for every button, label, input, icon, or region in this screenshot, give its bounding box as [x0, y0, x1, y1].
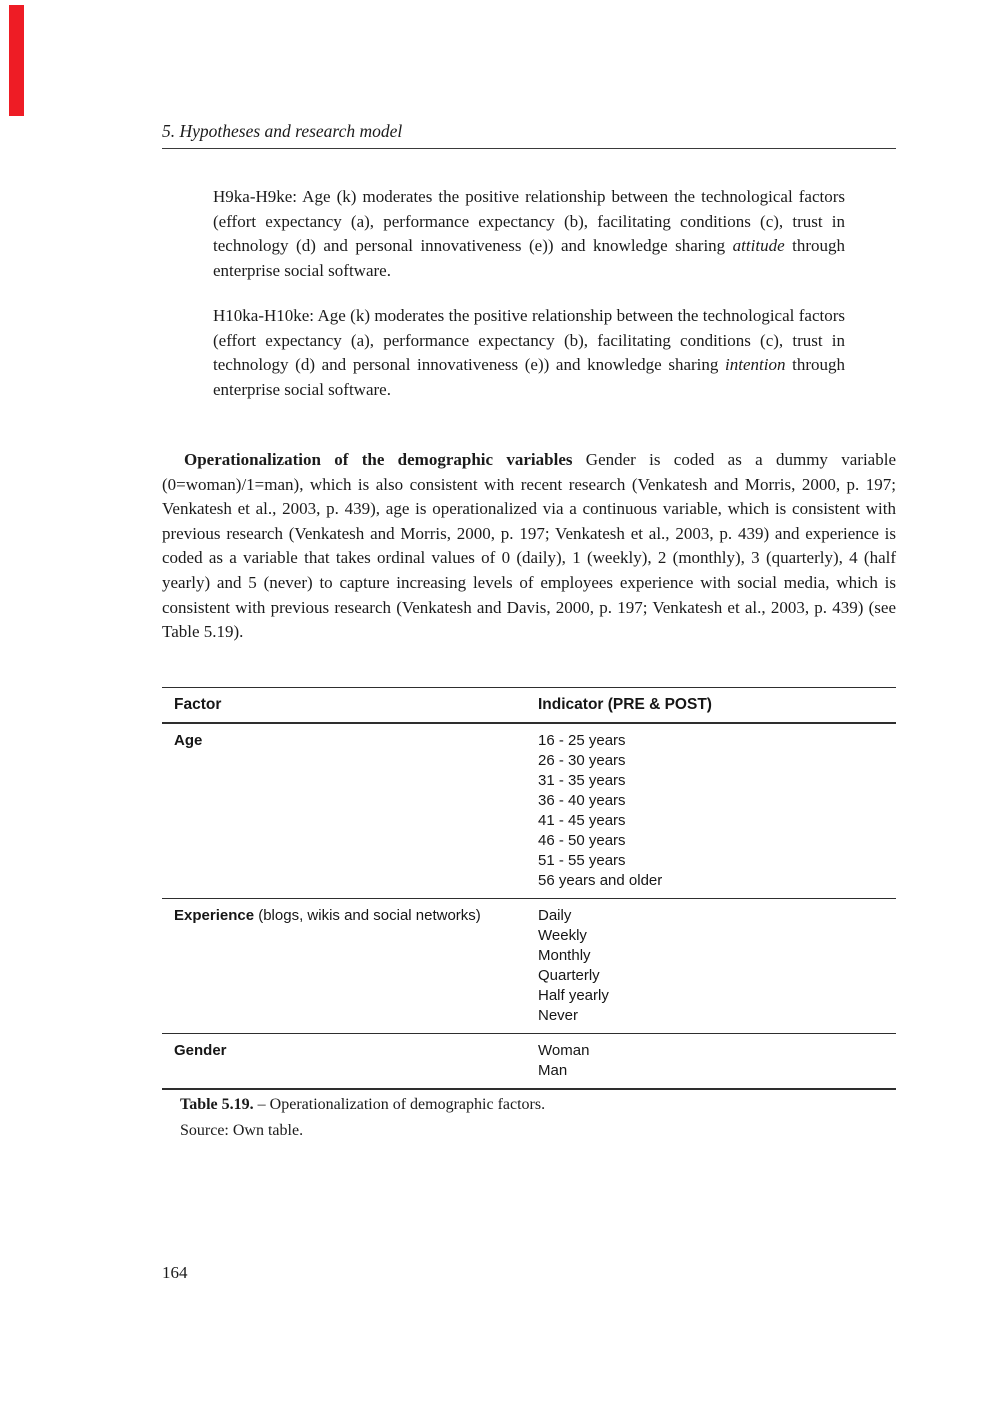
text-segment: attitude: [732, 236, 785, 255]
text-segment: Experience: [174, 907, 255, 924]
table-row-experience: [162, 899, 896, 1034]
operationalization-paragraph: [162, 448, 896, 645]
indicator-cell-experience: [538, 906, 896, 1026]
text-segment: – Operationalization of demographic factors.: [253, 1096, 546, 1113]
indicator-cell-age: [538, 731, 896, 891]
indicator-line: 51 - 55 years: [538, 852, 626, 869]
table-header-row: [162, 688, 896, 724]
hypothesis-h10-paragraph: [213, 304, 845, 402]
table-col-header-factor: Factor: [174, 696, 222, 713]
text-segment: intention: [725, 355, 786, 374]
indicator-line: Monthly: [538, 947, 591, 964]
text-segment: Gender is coded as a dummy variable (0=woman)/1=man), which is also consistent with recent research (Venkatesh and Morris, 2000, p. 197; Venkatesh et al., 2003, p. 439), age is operationalized via a continuous variable, which is consistent with previous research (Venkatesh and Morris, 2000, p. 197; Venkatesh et al., 2003, p. 439) and experience is coded as a variable that takes ordinal values of 0 (daily), 1 (weekly), 2 (monthly), 3 (quarterly), 4 (half yearly) and 5 (never) to capture increasing levels of employees experience with social media, which is consistent with previous research (Venkatesh and Davis, 2000, p. 197; Venkatesh et al., 2003, p. 439) (see Table 5.19).: [162, 450, 896, 642]
factor-cell-experience: [162, 906, 538, 1026]
text-segment: (blogs, wikis and social networks): [254, 907, 481, 924]
indicator-line: Half yearly: [538, 987, 609, 1004]
indicator-line: Woman: [538, 1042, 590, 1059]
indicator-line: 16 - 25 years: [538, 732, 626, 749]
text-segment: H9ka-H9ke: Age (k) moderates the positive relationship between the technological factors (effort expectancy (a), performance expectancy (b), facilitating conditions (c), trust in technology (d) and personal innovativeness (e)) and knowledge sharing: [213, 187, 845, 255]
indicator-line: Quarterly: [538, 967, 600, 984]
indicator-line: Never: [538, 1007, 579, 1024]
text-segment: Operationalization of the demographic variables: [184, 450, 573, 469]
text-segment: Table 5.19.: [180, 1096, 254, 1113]
running-head: [162, 119, 896, 149]
factor-cell-gender: [162, 1041, 538, 1081]
indicator-line: 56 years and older: [538, 872, 663, 889]
text-segment: through enterprise social software.: [213, 355, 845, 399]
indicator-cell-gender: [538, 1041, 896, 1081]
text-segment: through enterprise social software.: [213, 236, 845, 280]
hypothesis-h9-paragraph: [213, 185, 845, 283]
table-row-gender: [162, 1034, 896, 1090]
running-head-text: 5. Hypotheses and research model: [162, 121, 403, 141]
table-5-19: [162, 687, 896, 1090]
table-caption-source: Source: Own table.: [180, 1122, 304, 1139]
indicator-line: 26 - 30 years: [538, 752, 626, 769]
page-number: 164: [162, 1263, 188, 1282]
hypothesis-block: [213, 185, 845, 402]
table-col-header-indicator: Indicator (PRE & POST): [538, 696, 712, 713]
indicator-line: Weekly: [538, 927, 587, 944]
table-caption-title: [180, 1092, 896, 1118]
indicator-line: Man: [538, 1062, 568, 1079]
factor-cell-age: [162, 731, 538, 891]
indicator-line: Daily: [538, 907, 572, 924]
indicator-line: 41 - 45 years: [538, 812, 626, 829]
indicator-line: 36 - 40 years: [538, 792, 626, 809]
indicator-line: 31 - 35 years: [538, 772, 626, 789]
table-caption: [180, 1092, 896, 1144]
text-segment: H10ka-H10ke: Age (k) moderates the positive relationship between the technological factors (effort expectancy (a), performance expectancy (b), facilitating conditions (c), trust in technology (d) and personal innovativeness (e)) and knowledge sharing: [213, 306, 845, 374]
red-bookmark-marker: [9, 5, 24, 116]
table-row-age: [162, 724, 896, 899]
text-segment: Age: [174, 732, 203, 749]
text-segment: Gender: [174, 1042, 227, 1059]
indicator-line: 46 - 50 years: [538, 832, 626, 849]
